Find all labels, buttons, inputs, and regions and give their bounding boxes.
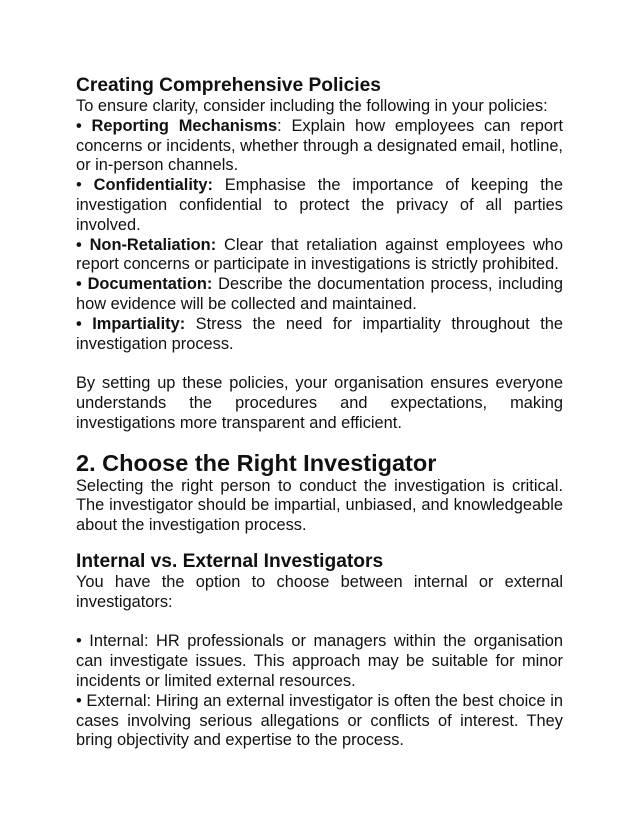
policy-item-impartiality [76,315,563,355]
section-heading-investigator: 2. Choose the Right Investigator [76,449,437,476]
policy-sep [213,176,225,194]
policy-item-reporting [76,117,563,176]
policy-sep [216,236,224,254]
policy-item-non-retaliation [76,236,563,276]
policy-term: Confidentiality: [93,176,213,195]
policy-sep [185,315,196,333]
investigator-option-external: • External: Hiring an external investigator is often the best choice in cases involving serious allegations or conflicts of interest. They bring objectivity and expertise to the process. [76,691,563,750]
document-page [76,75,563,751]
policies-intro: To ensure clarity, consider including the following in your policies: [76,97,548,115]
bullet-marker: • [76,275,88,294]
policy-term: Reporting Mechanisms [91,116,278,135]
policy-term: Impartiality: [92,314,186,333]
section-gap [76,434,563,450]
policy-item-documentation [76,275,563,315]
policy-item-confidentiality [76,176,563,235]
policy-text: Stress the need for impartiality throughout the investigation process. [76,314,564,353]
policy-text: Clear that retaliation against employees who report concerns or participate in investigations is strictly prohibited. [76,235,564,274]
policy-sep: : [277,116,292,135]
policy-text: Explain how employees can report concerns or incidents, whether through a designated email, hotline, or in-person channels. [76,116,563,175]
section-heading-internal-external: Internal vs. External Investigators [76,550,384,572]
policy-text: Emphasise the importance of keeping the investigation confidential to protect the privacy of all parties involved. [76,176,564,234]
investigator-option-internal: • Internal: HR professionals or managers within the organisation can investigate issues. This approach may be suitable for minor incidents or limited external resources. [76,632,563,690]
section-gap [76,536,563,551]
policy-term: Documentation: [87,275,213,294]
bullet-marker: • [76,235,90,254]
section-heading-policies: Creating Comprehensive Policies [76,75,381,96]
paragraph-gap [76,613,563,633]
bullet-marker: • [76,176,94,195]
paragraph-gap [76,354,563,374]
policy-term: Non-Retaliation: [89,235,217,254]
investigator-body: Selecting the right person to conduct the investigation is critical. The investigator should be impartial, unbiased, and knowledgeable about the investigation process. [76,476,563,535]
bullet-marker: • [76,314,93,333]
policy-text: Describe the documentation process, including how evidence will be collected and maintained. [76,275,563,313]
bullet-marker: • [76,116,92,135]
internal-external-intro: You have the option to choose between internal or external investigators: [76,572,563,611]
policies-closing: By setting up these policies, your organisation ensures everyone understands the procedures and expectations, making investigations more transparent and efficient. [76,374,563,432]
